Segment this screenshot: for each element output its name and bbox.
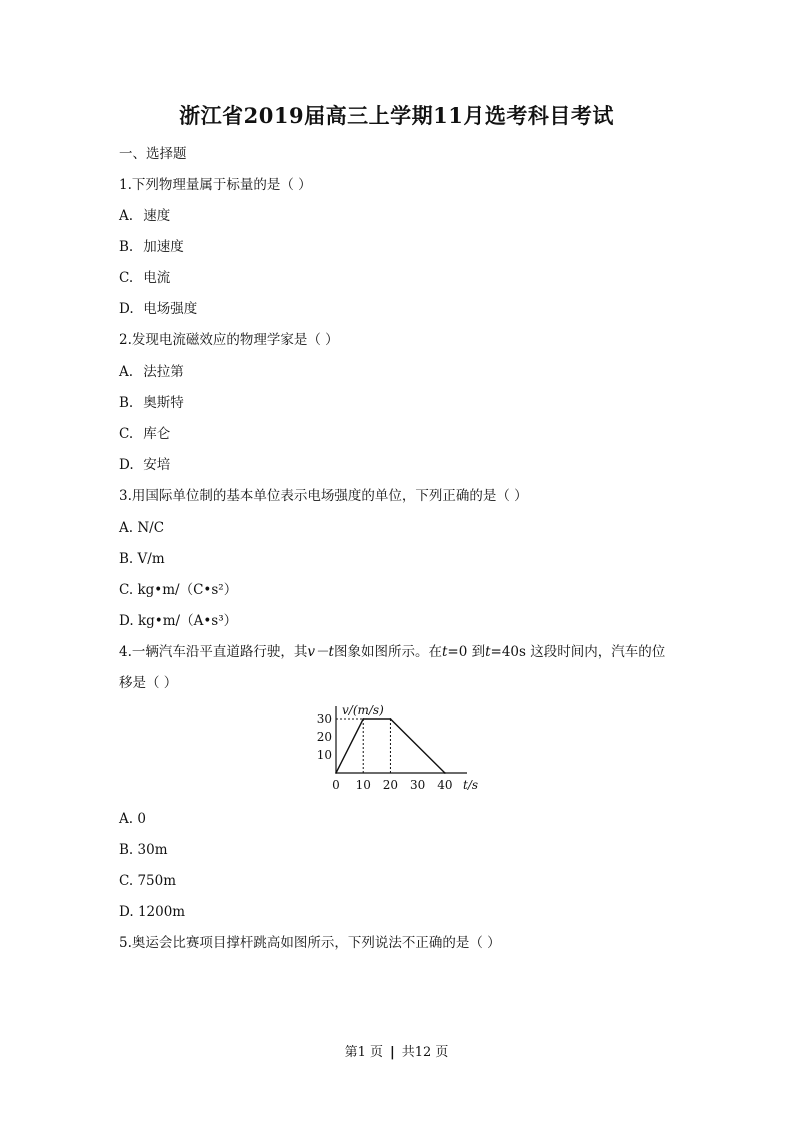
question-3-stem: 3.用国际单位制的基本单位表示电场强度的单位，下列正确的是（ ）	[119, 488, 528, 504]
q2-option-b: B. 奥斯特	[119, 395, 184, 411]
question-4-stem-line2: 移是（ ）	[119, 675, 178, 691]
x-tick-label-30: 30	[410, 778, 426, 792]
y-tick-label-30: 30	[316, 712, 332, 726]
q3-option-d: D. kg•m/（A•s³）	[119, 613, 238, 629]
question-2-stem: 2.发现电流磁效应的物理学家是（ ）	[119, 332, 339, 348]
q4-option-a: A. 0	[119, 811, 146, 827]
q2-option-a: A. 法拉第	[119, 364, 184, 380]
x-tick-label-20: 20	[382, 778, 399, 792]
q1-option-a: A. 速度	[119, 208, 171, 224]
vt-point-10	[362, 718, 364, 720]
y-tick-label-10: 10	[316, 748, 332, 762]
q4-option-b: B. 30m	[119, 842, 168, 858]
y-axis-label: v/(m/s)	[342, 703, 384, 717]
vt-graph	[300, 700, 500, 798]
exam-title: 浙江省2019届高三上学期11月选考科目考试	[179, 103, 614, 128]
question-4-stem: 4.一辆汽车沿平直道路行驶，其v－t图象如图所示。在t=0 到t=40s 这段时间内，汽车的位	[119, 644, 666, 660]
x-tick-label-0: 0	[332, 778, 340, 792]
q1-option-d: D. 电场强度	[119, 301, 198, 317]
q3-option-c: C. kg•m/（C•s²）	[119, 582, 238, 598]
page-number: 第1 页	[344, 1045, 383, 1060]
vt-point-20	[390, 718, 392, 720]
question-1-stem: 1.下列物理量属于标量的是（ ）	[119, 177, 312, 193]
section-heading: 一、选择题	[119, 146, 187, 162]
vt-point-0	[335, 772, 337, 774]
q3-option-a: A. N/C	[119, 520, 165, 536]
question-5-stem: 5.奥运会比赛项目撑杆跳高如图所示，下列说法不正确的是（ ）	[119, 935, 501, 951]
y-tick-label-20: 20	[316, 730, 332, 744]
q1-option-c: C. 电流	[119, 270, 171, 286]
q4-option-c: C. 750m	[119, 873, 177, 889]
x-tick-label-10: 10	[355, 778, 371, 792]
q2-option-d: D. 安培	[119, 457, 171, 473]
footer-separator: |	[389, 1045, 395, 1060]
page-total: 共12 页	[401, 1045, 449, 1060]
x-tick-label-40: 40	[437, 778, 453, 792]
q1-option-b: B. 加速度	[119, 239, 184, 255]
page-footer	[0, 1041, 793, 1060]
x-axis-label: t/s	[463, 778, 479, 792]
q4-option-d: D. 1200m	[119, 904, 186, 920]
q3-option-b: B. V/m	[119, 551, 165, 567]
vt-point-40	[444, 772, 446, 774]
q2-option-c: C. 库仑	[119, 426, 171, 442]
vt-symbol: v－t	[307, 644, 334, 660]
